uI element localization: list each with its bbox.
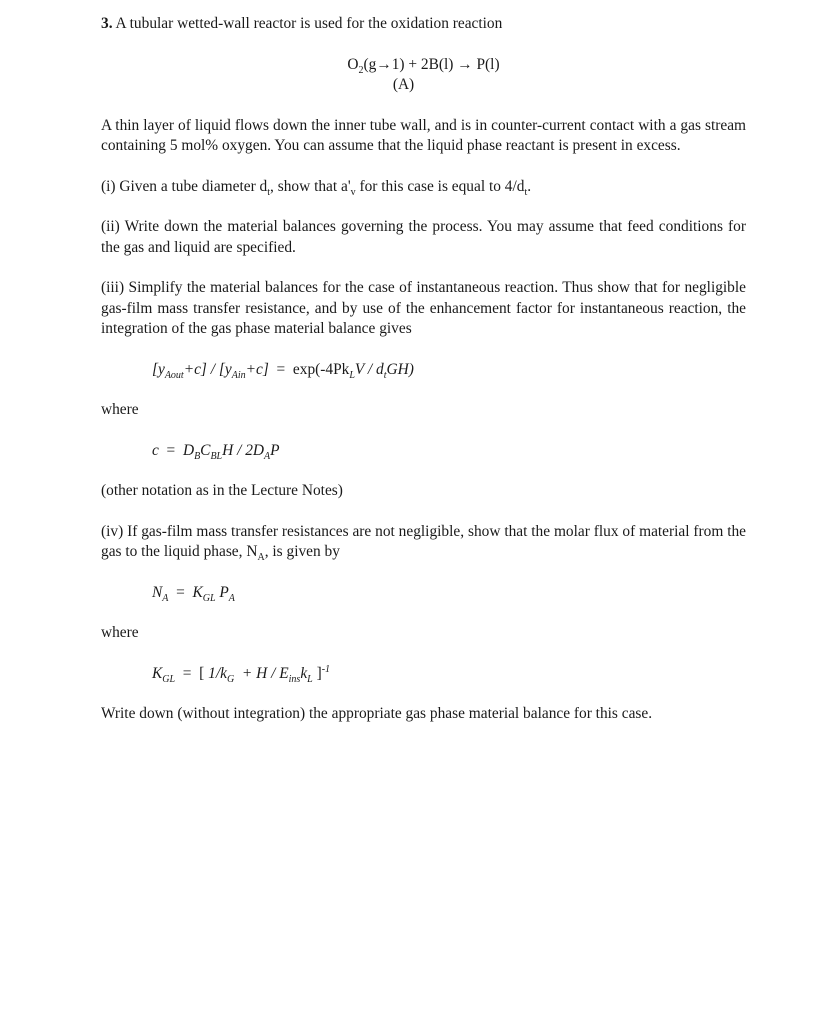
problem-number: 3.	[101, 15, 113, 32]
reaction-equation: $O_2(g\to 1) + 2B(l) \to P(l)$ (A)	[101, 55, 746, 96]
equation-c-definition: $c = D_BC_{BL}H / 2D_AP$	[152, 441, 280, 462]
problem-heading	[101, 14, 746, 35]
paragraph-description: A thin layer of liquid flows down the inner tube wall, and is in counter-current contact with a gas stream containing 5 mol% oxygen. You can assume that the liquid phase reactant is present in excess.	[101, 116, 746, 154]
where-label-1: where	[101, 401, 139, 418]
reaction-label: (A)	[392, 76, 415, 93]
problem-page	[101, 14, 746, 745]
problem-intro: A tubular wetted-wall reactor is used for the oxidation reaction	[115, 15, 503, 32]
equation-integrated-balance: $[y_{Aout}+c] / [y_{Ain}+c] = \exp(-4Pk_LV / d_tGH)$	[152, 360, 414, 381]
notation-note: (other notation as in the Lecture Notes)	[101, 482, 343, 499]
final-instruction: Write down (without integration) the appropriate gas phase material balance for this case.	[101, 705, 653, 722]
part-i: (i) Given a tube diameter $d_t$, show that $a'_v$ for this case is equal to $4/d_t$.	[101, 177, 532, 198]
part-iv: (iv) If gas-film mass transfer resistances are not negligible, show that the molar flux of material from the gas to the liquid phase, $N_A$, is given by	[101, 522, 746, 564]
equation-overall-coefficient: $K_{GL}$ = [ $1/k_G + H / E_{ins}k_L$ ]$^{-1}$	[152, 663, 331, 685]
equation-molar-flux: $N_A = K_{GL}$ $P_A$	[152, 583, 235, 604]
part-iii: (iii) Simplify the material balances for the case of instantaneous reaction. Thus show that for negligible gas-film mass transfer resistance, and by use of the enhancement factor for instantaneous reaction, the integration of the gas phase material balance gives	[101, 279, 746, 337]
part-ii: (ii) Write down the material balances governing the process. You may assume that feed conditions for the gas and liquid are specified.	[101, 218, 746, 256]
where-label-2: where	[101, 624, 139, 641]
